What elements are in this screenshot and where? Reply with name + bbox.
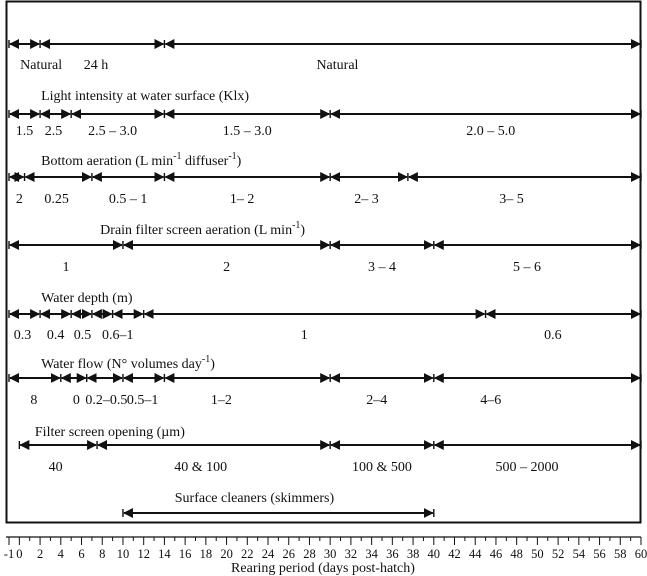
row-filter-screen-opening bbox=[19, 425, 641, 475]
photoperiod-arrows bbox=[9, 40, 641, 48]
axis-tick-label: 48 bbox=[510, 547, 523, 561]
water-depth-heading: Water depth (m) bbox=[41, 291, 133, 306]
filter-screen-value-4: 500 – 2000 bbox=[495, 460, 559, 475]
axis-tick-label: 30 bbox=[323, 547, 337, 561]
row-water-flow bbox=[9, 354, 641, 408]
axis-tick-label: 46 bbox=[489, 547, 503, 561]
drain-aeration-value-2: 2 bbox=[223, 260, 231, 275]
photoperiod-value-3: Natural bbox=[316, 58, 359, 73]
axis-tick-label: 12 bbox=[137, 547, 150, 561]
filter-screen-value-2: 40 & 100 bbox=[174, 460, 228, 475]
surface-cleaners-heading: Surface cleaners (skimmers) bbox=[174, 491, 335, 506]
axis-tick-label: 32 bbox=[344, 547, 358, 561]
axis-tick-label: -1 bbox=[3, 547, 15, 561]
axis-tick-label: 28 bbox=[303, 547, 316, 561]
axis-tick-label: 52 bbox=[551, 547, 565, 561]
water-flow-value-2: 0 bbox=[72, 393, 80, 408]
drain-aeration-value-1: 1 bbox=[62, 260, 70, 275]
drain-filter-aeration-arrows bbox=[9, 241, 641, 249]
bottom-aeration-value-5: 2– 3 bbox=[354, 192, 379, 207]
surface-cleaners-arrows bbox=[123, 509, 434, 517]
bottom-aeration-heading: Bottom aeration (L $\min^{-1}$ diffuser$^{-1}$) bbox=[41, 151, 242, 169]
water-flow-heading: Water flow (N° volumes day$^{-1}$) bbox=[41, 354, 215, 372]
filter-screen-arrows bbox=[19, 441, 641, 449]
axis-tick-label: 16 bbox=[178, 547, 192, 561]
water-flow-value-6: 2–4 bbox=[366, 393, 388, 408]
light-intensity-heading: Light intensity at water surface (Klx) bbox=[41, 89, 250, 104]
axis-tick-label: 42 bbox=[448, 547, 461, 561]
axis-tick-label: 38 bbox=[406, 547, 420, 561]
filter-screen-heading: Filter screen opening (µm) bbox=[34, 425, 185, 440]
water-flow-value-7: 4–6 bbox=[480, 393, 502, 408]
axis-tick-label: 4 bbox=[57, 547, 64, 561]
bottom-aeration-arrows bbox=[9, 173, 641, 181]
axis-tick-label: 50 bbox=[531, 547, 544, 561]
row-water-depth bbox=[9, 291, 641, 343]
water-flow-value-3: 0.2–0.5 bbox=[85, 393, 128, 408]
water-depth-value-5: 1 bbox=[300, 328, 308, 343]
axis-tick-label: 20 bbox=[220, 547, 233, 561]
axis-tick-label: 24 bbox=[261, 547, 275, 561]
water-depth-value-3: 0.5 bbox=[73, 328, 92, 343]
bottom-aeration-value-1: 2 bbox=[15, 192, 23, 207]
water-depth-value-1: 0.3 bbox=[13, 328, 32, 343]
light-value-1: 1.5 bbox=[15, 124, 34, 139]
light-value-4: 1.5 – 3.0 bbox=[222, 124, 272, 139]
axis-tick-label: 44 bbox=[468, 547, 482, 561]
water-flow-value-5: 1–2 bbox=[210, 393, 232, 408]
axis-tick-label: 10 bbox=[116, 547, 130, 561]
drain-filter-aeration-heading: Drain filter screen aeration (L $\min^{-1}$) bbox=[100, 220, 306, 238]
axis-tick-label: 40 bbox=[427, 547, 441, 561]
filter-screen-value-3: 100 & 500 bbox=[352, 460, 412, 475]
axis-tick-label: 60 bbox=[634, 547, 647, 561]
axis-tick-label: 36 bbox=[386, 547, 399, 561]
water-flow-value-1: 8 bbox=[30, 393, 38, 408]
axis-tick-label: 8 bbox=[99, 547, 106, 561]
row-surface-cleaners bbox=[123, 491, 434, 517]
photoperiod-value-2: 24 h bbox=[83, 58, 109, 73]
axis-tick-label: 58 bbox=[614, 547, 627, 561]
row-light-intensity bbox=[9, 89, 641, 139]
light-value-2: 2.5 bbox=[44, 124, 63, 139]
axis-tick-label: 34 bbox=[365, 547, 378, 561]
bottom-aeration-value-3: 0.5 – 1 bbox=[108, 192, 148, 207]
filter-screen-value-1: 40 bbox=[48, 460, 63, 475]
axis-tick-label: 14 bbox=[158, 547, 171, 561]
light-value-5: 2.0 – 5.0 bbox=[466, 124, 516, 139]
bottom-aeration-value-4: 1– 2 bbox=[229, 192, 255, 207]
water-flow-arrows bbox=[9, 374, 641, 382]
drain-aeration-value-3: 3 – 4 bbox=[367, 260, 396, 275]
water-depth-arrows bbox=[9, 310, 641, 318]
water-depth-value-6: 0.6 bbox=[544, 328, 562, 343]
axis-title: Rearing period (days post-hatch) bbox=[231, 561, 415, 576]
photoperiod-value-1: Natural bbox=[20, 58, 63, 73]
axis-tick-label: 0 bbox=[16, 547, 23, 561]
light-value-3: 2.5 – 3.0 bbox=[88, 124, 138, 139]
axis-tick-label: 6 bbox=[78, 547, 85, 561]
axis-ticks bbox=[4, 537, 647, 561]
axis-tick-label: 26 bbox=[282, 547, 295, 561]
water-flow-value-4: 0.5–1 bbox=[126, 393, 159, 408]
water-depth-value-2: 0.4 bbox=[46, 328, 65, 343]
row-drain-filter-aeration bbox=[9, 220, 641, 275]
bottom-aeration-value-2: 0.25 bbox=[44, 192, 69, 207]
time-axis bbox=[4, 537, 647, 576]
bottom-aeration-value-6: 3– 5 bbox=[499, 192, 524, 207]
drain-aeration-value-4: 5 – 6 bbox=[513, 260, 542, 275]
water-depth-value-4: 0.6–1 bbox=[102, 328, 134, 343]
axis-tick-label: 2 bbox=[36, 547, 44, 561]
axis-tick-label: 22 bbox=[241, 547, 254, 561]
axis-tick-label: 54 bbox=[572, 547, 586, 561]
light-intensity-arrows bbox=[9, 110, 641, 118]
row-photoperiod bbox=[9, 40, 641, 73]
axis-tick-label: 56 bbox=[593, 547, 606, 561]
row-bottom-aeration bbox=[9, 151, 641, 207]
axis-tick-label: 18 bbox=[199, 547, 213, 561]
